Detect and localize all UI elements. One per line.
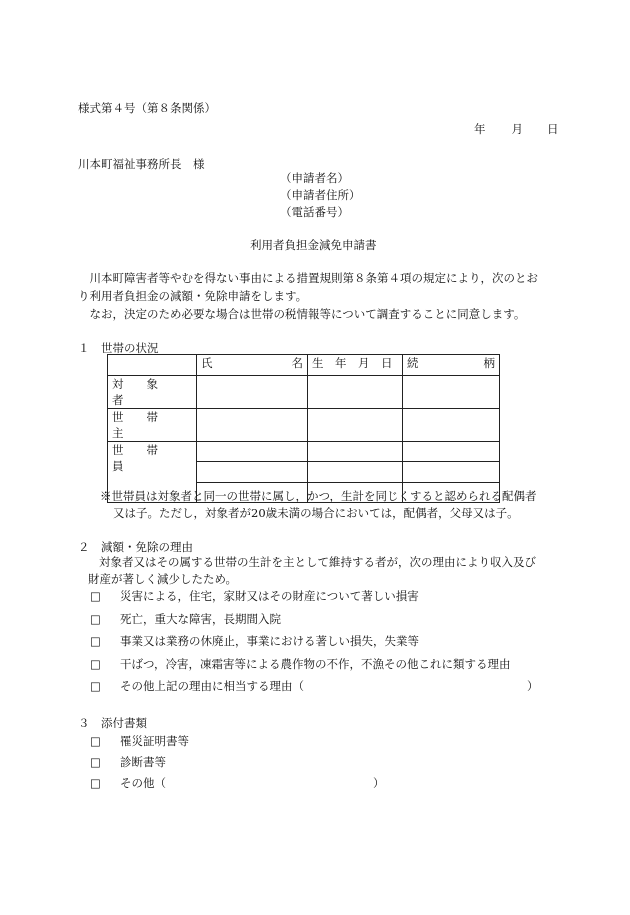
reason-close-paren: ） bbox=[527, 679, 539, 693]
applicant-phone: （電話番号） bbox=[280, 205, 349, 219]
cell-subject-relation[interactable] bbox=[403, 375, 500, 408]
checkbox-icon[interactable]: □ bbox=[90, 734, 101, 748]
checkbox-icon[interactable]: □ bbox=[90, 679, 101, 693]
cell-member1-birth[interactable] bbox=[308, 441, 403, 462]
page-title: 利用者負担金減免申請書 bbox=[250, 238, 377, 252]
intro-line-3: なお，決定のため必要な場合は世帯の税情報等について調査することに同意します。 bbox=[78, 307, 526, 321]
doc-item[interactable] bbox=[90, 775, 166, 791]
reason-label: 事業又は業務の休廃止，事業における著しい損失，失業等 bbox=[120, 634, 419, 648]
household-table bbox=[107, 354, 500, 503]
cell-householder-relation[interactable] bbox=[403, 408, 500, 441]
col-relation bbox=[403, 355, 500, 376]
cell-member2-birth[interactable] bbox=[308, 462, 403, 483]
doc-label: 罹災証明書等 bbox=[120, 734, 189, 748]
col-name bbox=[197, 355, 308, 376]
cell-member2-relation[interactable] bbox=[403, 462, 500, 483]
reason-item[interactable] bbox=[90, 588, 419, 604]
intro-line-1: 川本町障害者等やむを得ない事由による措置規則第８条第４項の規定により，次のとお bbox=[78, 271, 538, 285]
cell-subject-name[interactable] bbox=[197, 375, 308, 408]
date-month: 月 bbox=[511, 122, 523, 136]
col-name-right: 名 bbox=[291, 356, 303, 370]
reason-label: その他上記の理由に相当する理由（ bbox=[120, 679, 304, 693]
reason-item[interactable] bbox=[90, 656, 511, 672]
intro-line-2: り利用者負担金の減額・免除申請をします。 bbox=[78, 289, 308, 303]
row-label-subject: 対 象 者 bbox=[108, 375, 197, 408]
checkbox-icon[interactable]: □ bbox=[90, 634, 101, 648]
table-corner bbox=[108, 355, 197, 376]
date-day: 日 bbox=[547, 122, 559, 136]
doc-item[interactable] bbox=[90, 733, 189, 749]
cell-member1-name[interactable] bbox=[197, 441, 308, 462]
doc-item[interactable] bbox=[90, 754, 166, 770]
form-number: 様式第４号（第８条関係） bbox=[78, 101, 216, 115]
checkbox-icon[interactable]: □ bbox=[90, 612, 101, 626]
table-row bbox=[108, 441, 500, 462]
household-note-1: ※世帯員は対象者と同一の世帯に属し，かつ，生計を同じくすると認められる配偶者 bbox=[100, 489, 537, 503]
cell-member2-name[interactable] bbox=[197, 462, 308, 483]
applicant-address: （申請者住所） bbox=[280, 188, 361, 202]
row-label-householder: 世 帯 主 bbox=[108, 408, 197, 441]
section1-heading: １ 世帯の状況 bbox=[78, 341, 159, 355]
reason-item[interactable] bbox=[90, 611, 281, 627]
doc-close-paren: ） bbox=[373, 776, 385, 790]
section3-heading: ３ 添付書類 bbox=[78, 716, 147, 730]
checkbox-icon[interactable]: □ bbox=[90, 657, 101, 671]
date-line bbox=[474, 121, 559, 137]
table-row bbox=[108, 375, 500, 408]
col-name-left: 氏 bbox=[201, 356, 213, 370]
row-label-member: 世 帯 員 bbox=[108, 441, 197, 503]
table-row bbox=[108, 408, 500, 441]
checkbox-icon[interactable]: □ bbox=[90, 589, 101, 603]
cell-member1-relation[interactable] bbox=[403, 441, 500, 462]
section2-heading: ２ 減額・免除の理由 bbox=[78, 540, 193, 554]
reason-label: 災害による，住宅，家財又はその財産について著しい損害 bbox=[120, 589, 419, 603]
date-year: 年 bbox=[474, 122, 486, 136]
col-birth: 生 年 月 日 bbox=[308, 355, 403, 376]
cell-householder-name[interactable] bbox=[197, 408, 308, 441]
section2-desc-2: 財産が著しく減少したため。 bbox=[88, 572, 238, 586]
doc-label: 診断書等 bbox=[120, 755, 166, 769]
reason-item[interactable] bbox=[90, 678, 304, 694]
checkbox-icon[interactable]: □ bbox=[90, 755, 101, 769]
applicant-name: （申請者名） bbox=[280, 171, 349, 185]
reason-label: 死亡，重大な障害，長期間入院 bbox=[120, 612, 281, 626]
cell-subject-birth[interactable] bbox=[308, 375, 403, 408]
section2-desc-1: 対象者又はその属する世帯の生計を主として維持する者が，次の理由により収入及び bbox=[99, 555, 536, 569]
reason-item[interactable] bbox=[90, 633, 419, 649]
addressee: 川本町福祉事務所長 様 bbox=[78, 157, 205, 171]
reason-label: 干ばつ，冷害，凍霜害等による農作物の不作，不漁その他これに類する理由 bbox=[120, 657, 511, 671]
cell-householder-birth[interactable] bbox=[308, 408, 403, 441]
col-relation-right: 柄 bbox=[483, 356, 495, 370]
household-note-2: 又は子。ただし，対象者が20歳未満の場合においては，配偶者，父母又は子。 bbox=[113, 506, 519, 520]
checkbox-icon[interactable]: □ bbox=[90, 776, 101, 790]
doc-label: その他（ bbox=[120, 776, 166, 790]
col-relation-left: 続 bbox=[407, 356, 419, 370]
table-header-row bbox=[108, 355, 500, 376]
